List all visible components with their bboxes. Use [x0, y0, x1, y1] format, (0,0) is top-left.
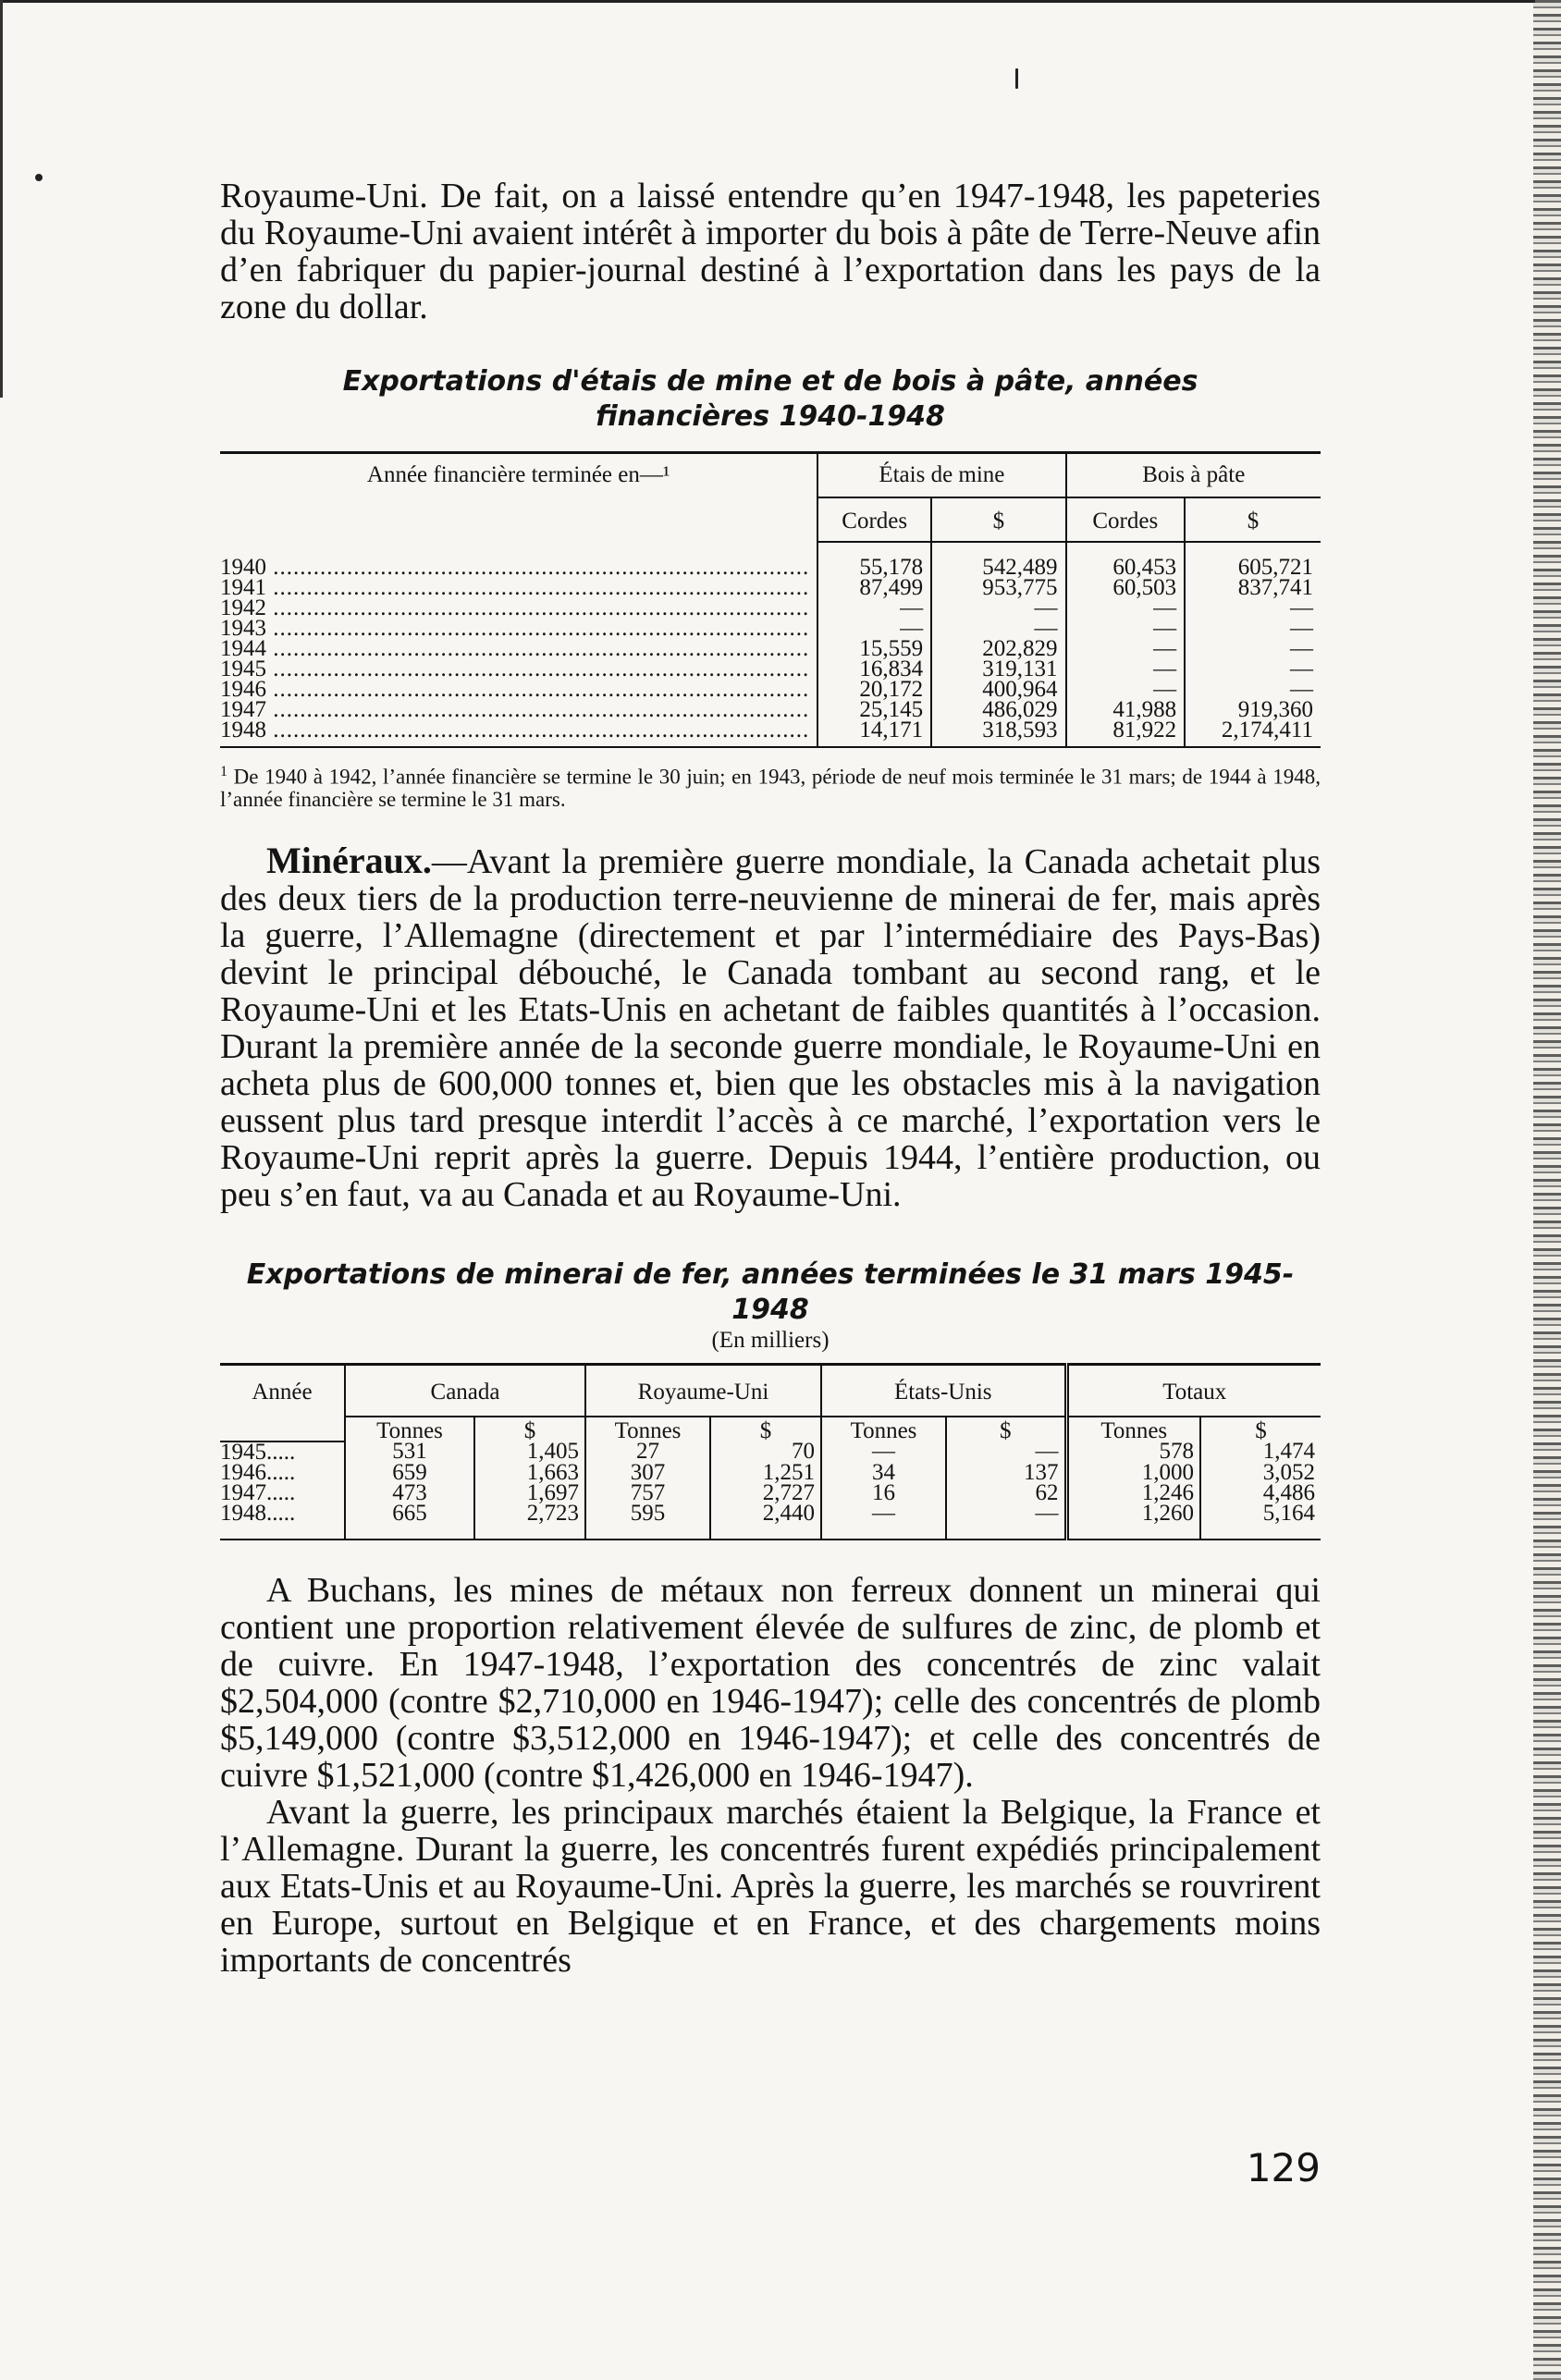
row-year: 1940	[220, 554, 266, 578]
table2-sub-dollars: $	[474, 1417, 585, 1441]
table2-group-us: États-Unis	[821, 1364, 1066, 1417]
cell: 20,172	[817, 680, 931, 700]
table1-group-pulpwood: Bois à pâte	[1066, 453, 1321, 498]
cell: 16	[821, 1483, 946, 1503]
table1-header-row	[220, 453, 1321, 498]
cell: —	[1066, 619, 1186, 639]
cell: 319,131	[931, 659, 1065, 680]
page-content	[220, 178, 1321, 1979]
cell: 307	[585, 1463, 710, 1483]
table1-footnote	[220, 761, 1321, 811]
cell: 16,834	[817, 659, 931, 680]
table-row	[220, 542, 1321, 578]
row-year: 1941	[220, 578, 266, 598]
footnote-text: De 1940 à 1942, l’année financière se termine le 30 juin; en 1943, période de neuf mois terminée le 31 mars; de 1944 à 1948, l’année financière se termine le 31 mars.	[220, 765, 1321, 811]
row-year: 1945	[220, 1439, 266, 1465]
row-year: 1947	[220, 1479, 266, 1505]
cell: 62	[946, 1483, 1066, 1503]
table2-subheader-row	[220, 1417, 1321, 1441]
table2-group-totals: Totaux	[1066, 1364, 1321, 1417]
table1-sub-cordes: Cordes	[817, 497, 931, 542]
cell: —	[821, 1503, 946, 1540]
row-year: 1947	[220, 700, 266, 720]
buchans-paragraph: A Buchans, les mines de métaux non ferreux donnent un minerai qui contient une proportion relativement élevée de sulfures de zinc, de plomb et de cuivre. En 1947-1948, l’exportation des concentrés de zinc valait $2,504,000 (contre $2,710,000 en 1946-1947); celle des concentrés de plomb $5,149,000 (contre $3,512,000 en 1946-1947); et celle des concentrés de cuivre $1,521,000 (contre $1,426,000 en 1946-1947).	[220, 1570, 1321, 1795]
cell: 137	[946, 1463, 1066, 1483]
cell: —	[1066, 659, 1186, 680]
intro-paragraph: Royaume-Uni. De fait, on a laissé entendre qu’en 1947-1948, les papeteries du Royaume-Uni avaient intérêt à importer du bois à pâte de Terre-Neuve afin d’en fabriquer du papier-journal destiné à l’exportation dans les pays de la zone du dollar.	[220, 177, 1321, 326]
table1-group-pitprops: Étais de mine	[817, 453, 1065, 498]
cell: 5,164	[1200, 1503, 1321, 1540]
cell: 81,922	[1066, 720, 1186, 747]
cell: 202,829	[931, 639, 1065, 659]
cell: 27	[585, 1441, 710, 1463]
cell: 1,000	[1066, 1463, 1200, 1483]
table1-sub-dollars: $	[1185, 497, 1321, 542]
cell: 659	[345, 1463, 474, 1483]
cell: 953,775	[931, 578, 1065, 598]
cell: 318,593	[931, 720, 1065, 747]
cell: 919,360	[1185, 700, 1321, 720]
cell: 837,741	[1185, 578, 1321, 598]
cell: —	[931, 598, 1065, 619]
row-year: 1948	[220, 720, 266, 742]
cell: 665	[345, 1503, 474, 1540]
table2-sub-dollars: $	[946, 1417, 1066, 1441]
iron-ore-table	[220, 1363, 1321, 1540]
scan-edge-top	[0, 0, 1535, 3]
cell: —	[946, 1503, 1066, 1540]
cell: —	[1185, 598, 1321, 619]
cell: 70	[710, 1441, 821, 1463]
cell: 1,260	[1066, 1503, 1200, 1540]
cell: 60,453	[1066, 542, 1186, 578]
cell: 1,246	[1066, 1483, 1200, 1503]
cell: —	[1066, 680, 1186, 700]
cell: 531	[345, 1441, 474, 1463]
table2-sub-tonnes: Tonnes	[1066, 1417, 1200, 1441]
cell: 1,474	[1200, 1441, 1321, 1463]
cell: 400,964	[931, 680, 1065, 700]
row-year: 1942	[220, 598, 266, 619]
table2-sub-dollars: $	[710, 1417, 821, 1441]
markets-paragraph: Avant la guerre, les principaux marchés étaient la Belgique, la France et l’Allemagne. Durant la guerre, les concentrés furent expédiés principalement aux Etats-Unis et au Royaume-Uni. Après la guerre, les marchés se rouvrirent en Europe, surtout en Belgique et en France, et des chargements moins importants de concentrés	[220, 1792, 1321, 1980]
row-year: 1944	[220, 639, 266, 659]
cell: 473	[345, 1483, 474, 1503]
cell: —	[1185, 619, 1321, 639]
cell: 1,405	[474, 1441, 585, 1463]
cell: 41,988	[1066, 700, 1186, 720]
cell: 55,178	[817, 542, 931, 578]
cell: 87,499	[817, 578, 931, 598]
table2-header-row	[220, 1364, 1321, 1417]
cell: 1,697	[474, 1483, 585, 1503]
minerals-paragraph	[220, 839, 1321, 1214]
cell: 60,503	[1066, 578, 1186, 598]
table2-group-canada: Canada	[345, 1364, 585, 1417]
table2-sub-tonnes: Tonnes	[585, 1417, 710, 1441]
cell: —	[946, 1441, 1066, 1463]
cell: 1,251	[710, 1463, 821, 1483]
cell: 14,171	[817, 720, 931, 747]
table2-group-uk: Royaume-Uni	[585, 1364, 821, 1417]
table2-sub-tonnes: Tonnes	[821, 1417, 946, 1441]
table2-col-year: Année	[220, 1364, 345, 1441]
cell: —	[931, 619, 1065, 639]
scan-edge-right	[1533, 0, 1561, 2380]
cell: —	[817, 619, 931, 639]
cell: 2,174,411	[1185, 720, 1321, 747]
cell: 2,727	[710, 1483, 821, 1503]
section-heading: Minéraux.	[266, 839, 432, 881]
cell: —	[1185, 659, 1321, 680]
cell: 2,723	[474, 1503, 585, 1540]
table1-caption-line1: Exportations d'étais de mine et de bois à pâte, années	[342, 365, 1198, 398]
cell: 34	[821, 1463, 946, 1483]
cell: 578	[1066, 1441, 1200, 1463]
table1-sub-dollars: $	[931, 497, 1065, 542]
page-number: 129	[1246, 2145, 1321, 2190]
cell: —	[1066, 598, 1186, 619]
table-row	[220, 1503, 1321, 1540]
table-row	[220, 720, 1321, 747]
cell: 25,145	[817, 700, 931, 720]
table1-sub-cordes: Cordes	[1066, 497, 1186, 542]
cell: 542,489	[931, 542, 1065, 578]
cell: 3,052	[1200, 1463, 1321, 1483]
minerals-text: —Avant la première guerre mondiale, la Canada achetait plus des deux tiers de la production terre-neuvienne de minerai de fer, mais après la guerre, l’Allemagne (directement et par l’intermédiaire des Pays-Bas) devint le principal débouché, le Canada tombant au second rang, et le Royaume-Uni et les Etats-Unis en achetant de faibles quantités à l’occasion. Durant la première année de la seconde guerre mondiale, le Royaume-Uni en acheta plus de 600,000 tonnes et, bien que les obstacles mis à la navigation eussent plus tard presque interdit l’accès à ce marché, l’exportation vers le Royaume-Uni reprit après la guerre. Depuis 1944, l’entière production, ou peu s’en faut, va au Canada et au Royaume-Uni.	[220, 841, 1321, 1214]
cell: 2,440	[710, 1503, 821, 1540]
cell: —	[1066, 639, 1186, 659]
footnote-mark: 1	[220, 764, 227, 779]
cell: —	[821, 1441, 946, 1463]
table1-caption-line2: financières 1940-1948	[596, 400, 945, 433]
cell: —	[817, 598, 931, 619]
scan-speck	[1015, 68, 1018, 89]
row-year: 1948	[220, 1500, 266, 1526]
cell: 15,559	[817, 639, 931, 659]
cell: —	[1185, 639, 1321, 659]
table1-caption	[220, 364, 1321, 435]
cell: 1,663	[474, 1463, 585, 1483]
row-year: 1943	[220, 619, 266, 639]
row-year: 1945	[220, 659, 266, 680]
cell: 595	[585, 1503, 710, 1540]
table2-sub-dollars: $	[1200, 1417, 1321, 1441]
cell: 757	[585, 1483, 710, 1503]
table1-col-year: Année financière terminée en—¹	[366, 462, 670, 487]
pitprops-pulpwood-table	[220, 451, 1321, 748]
scan-speck	[35, 174, 43, 181]
row-year: 1946	[220, 1459, 266, 1485]
cell: —	[1185, 680, 1321, 700]
scan-edge-left	[0, 0, 3, 398]
cell: 486,029	[931, 700, 1065, 720]
table2-subcaption: (En milliers)	[711, 1327, 830, 1353]
table2-caption: Exportations de minerai de fer, années terminées le 31 mars 1945-1948	[246, 1257, 1295, 1326]
row-year: 1946	[220, 680, 266, 700]
cell: 605,721	[1185, 542, 1321, 578]
table2-sub-tonnes: Tonnes	[345, 1417, 474, 1441]
cell: 4,486	[1200, 1483, 1321, 1503]
